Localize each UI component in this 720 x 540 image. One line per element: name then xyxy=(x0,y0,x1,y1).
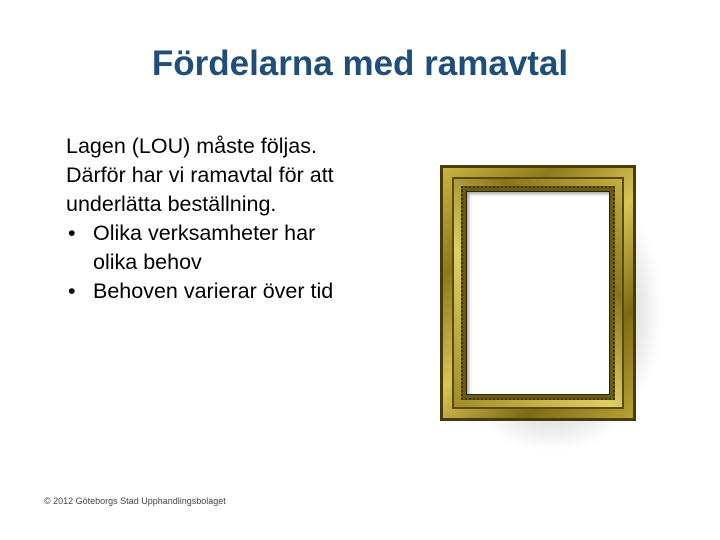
intro-line-2: Därför har vi ramavtal för att xyxy=(66,163,334,187)
slide-body xyxy=(66,132,416,306)
bullet-list xyxy=(66,219,416,306)
bullet-1-line-1: Olika verksamheter har xyxy=(93,221,316,245)
picture-frame-image xyxy=(440,165,652,437)
bullet-item-2 xyxy=(66,277,416,306)
intro-line-3: underlätta beställning. xyxy=(66,192,277,216)
frame-molding xyxy=(452,177,624,409)
gold-frame xyxy=(440,165,636,421)
intro-line-1: Lagen (LOU) måste följas. xyxy=(66,134,317,158)
bullet-1-line-2: olika behov xyxy=(93,250,202,274)
slide-title: Fördelarna med ramavtal xyxy=(151,44,569,83)
bullet-marker: • xyxy=(68,279,76,303)
bullet-2-line-1: Behoven varierar över tid xyxy=(93,279,334,303)
bullet-marker: • xyxy=(68,221,76,245)
frame-beading xyxy=(461,186,615,400)
footer-copyright: © 2012 Göteborgs Stad Upphandlingsbolaget xyxy=(44,496,226,506)
bullet-item-1 xyxy=(66,219,416,277)
frame-opening xyxy=(466,191,610,395)
